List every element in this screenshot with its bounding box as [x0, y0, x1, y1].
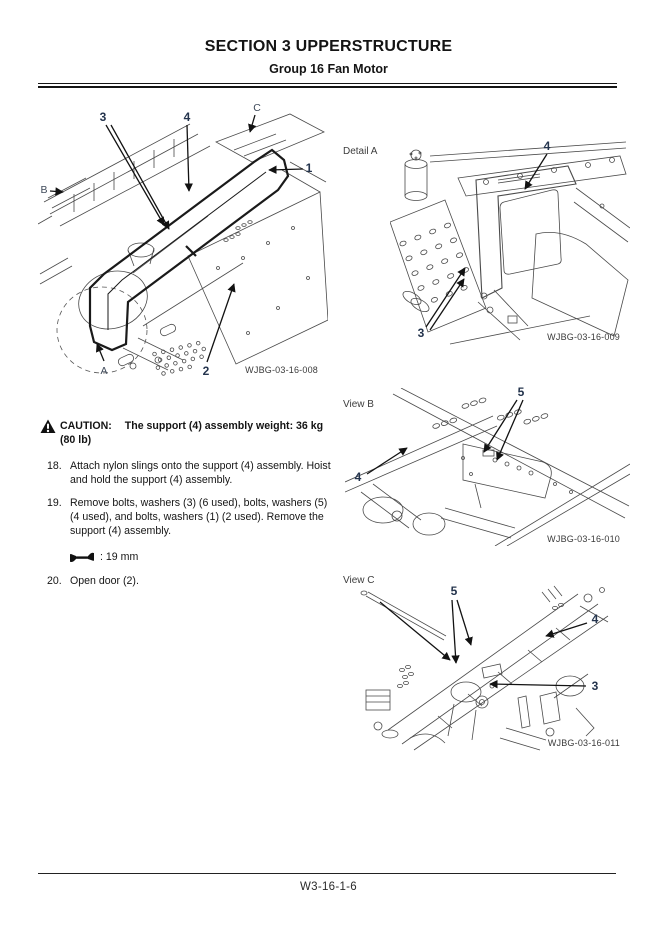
step-number: 20.: [47, 575, 62, 587]
callout-A: A: [100, 364, 108, 377]
wrench-size-note: [70, 551, 335, 563]
callout-3: 3: [99, 110, 107, 124]
overview-drawing: [38, 98, 328, 383]
callout-4: 4: [183, 110, 191, 124]
view-c-label: View C: [343, 575, 375, 586]
callout-4: 4: [354, 470, 362, 484]
step-number: 18.: [47, 460, 62, 472]
callout-5: 5: [517, 385, 525, 399]
callout-B: B: [40, 183, 48, 196]
section-title: SECTION 3 UPPERSTRUCTURE: [204, 38, 453, 55]
procedure-steps: [47, 459, 335, 597]
callout-C: C: [253, 101, 261, 114]
step-text: Open door (2).: [70, 575, 139, 587]
step-19: [47, 496, 335, 538]
callout-1: 1: [305, 161, 313, 175]
header-rule: [38, 83, 617, 88]
step-18: [47, 459, 335, 487]
step-text: Remove bolts, washers (3) (6 used), bolts, washers (5) (4 used), and bolts, washers (1) (2 used). Remove the support (4) assembly.: [70, 497, 328, 537]
step-number: 19.: [47, 497, 62, 509]
view-c-drawing: [350, 578, 630, 753]
page-number: W3-16-1-6: [299, 881, 358, 893]
callout-3: 3: [591, 679, 599, 693]
wrench-icon: [70, 552, 94, 563]
figure-id-008: WJBG-03-16-008: [245, 365, 318, 375]
view-b-label: View B: [343, 399, 374, 410]
step-text: Attach nylon slings onto the support (4) assembly. Hoist and hold the support (4) assembly.: [70, 460, 331, 486]
figure-id-009: WJBG-03-16-009: [547, 332, 620, 342]
callout-2: 2: [202, 364, 210, 378]
figure-id-011: WJBG-03-16-011: [547, 738, 620, 748]
caution-label: CAUTION:: [60, 420, 112, 432]
caution-text: The support (4) assembly weight: 36 kg (80 lb): [60, 420, 324, 446]
figure-id-010: WJBG-03-16-010: [547, 534, 620, 544]
wrench-size-text: : 19 mm: [100, 551, 139, 563]
footer-rule: [38, 873, 616, 874]
detail-a-drawing: [390, 140, 630, 345]
detail-a-label: Detail A: [343, 146, 378, 157]
step-20: [47, 574, 335, 588]
view-b-drawing: [345, 385, 630, 546]
figure-overview: [38, 98, 328, 383]
figure-view-b: [345, 385, 630, 546]
callout-5: 5: [450, 584, 458, 598]
callout-3: 3: [417, 326, 425, 340]
callout-4: 4: [591, 612, 599, 626]
group-title: Group 16 Fan Motor: [269, 62, 388, 76]
caution-block: [40, 419, 338, 447]
figure-view-c: [350, 578, 630, 753]
figure-detail-a: [390, 140, 630, 345]
callout-4: 4: [543, 139, 551, 153]
warning-triangle-icon: [40, 419, 56, 434]
